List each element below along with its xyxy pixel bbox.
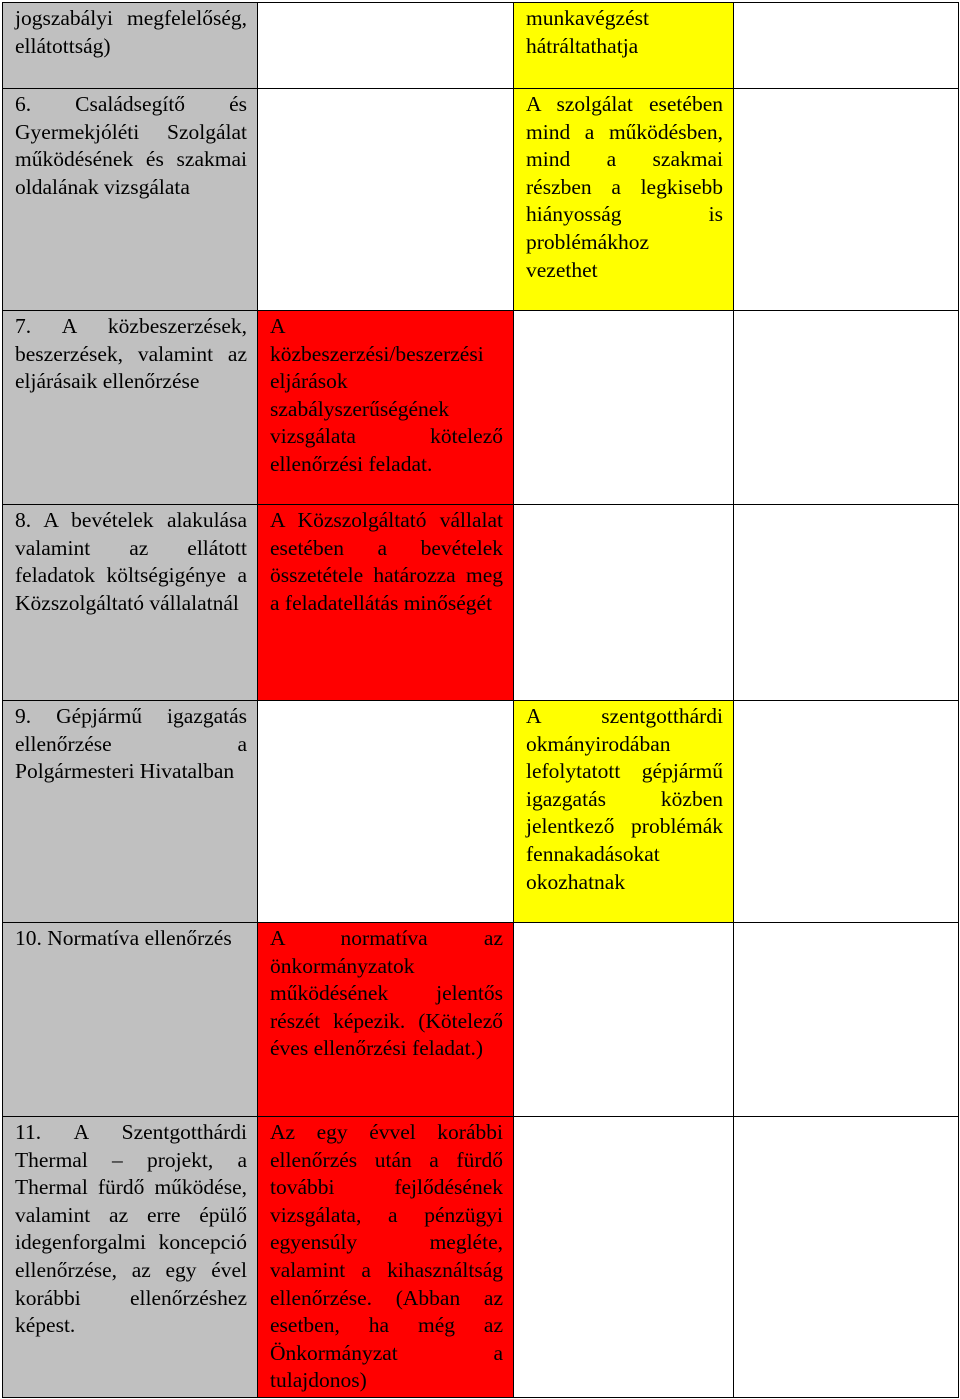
medium-risk-text: A szolgálat esetében mind a működésben, mind a szakmai részben a legkisebb hiányosság is problémákhoz vezethet — [526, 92, 723, 282]
medium-risk-text: munkavégzést hátráltathatja — [526, 6, 649, 58]
high-risk-text: A Közszolgáltató vállalat esetében a bevételek összetétele határozza meg a feladatellátás minőségét — [270, 508, 503, 615]
medium-risk-cell — [514, 311, 734, 505]
topic-cell — [3, 311, 258, 505]
table-row — [3, 505, 959, 701]
topic-cell — [3, 923, 258, 1117]
high-risk-cell — [258, 701, 514, 923]
medium-risk-cell — [514, 701, 734, 923]
table-row — [3, 89, 959, 311]
topic-text: 8. A bevételek alakulása valamint az ellátott feladatok költségigénye a Közszolgáltató vállalatnál — [15, 508, 247, 615]
low-risk-cell — [734, 701, 959, 923]
topic-text: 11. A Szentgotthárdi Thermal – projekt, a Thermal fürdő működése, valamint az erre épülő idegenforgalmi koncepció ellenőrzése, az egy ével korábbi ellenőrzéshez képest. — [15, 1120, 247, 1338]
high-risk-cell — [258, 923, 514, 1117]
low-risk-cell — [734, 311, 959, 505]
low-risk-cell — [734, 3, 959, 89]
topic-text: 6. Családsegítő és Gyermekjóléti Szolgálat működésének és szakmai oldalának vizsgálata — [15, 92, 247, 199]
high-risk-cell — [258, 505, 514, 701]
low-risk-cell — [734, 923, 959, 1117]
topic-cell — [3, 701, 258, 923]
low-risk-cell — [734, 505, 959, 701]
high-risk-text: Az egy évvel korábbi ellenőrzés után a fürdő további fejlődésének vizsgálata, a pénzügyi egyensúly megléte, valamint a kihasználtság ellenőrzése. (Abban az esetben, ha még az Önkormányzat a tulajdonos) — [270, 1120, 503, 1393]
medium-risk-cell — [514, 923, 734, 1117]
medium-risk-cell — [514, 89, 734, 311]
high-risk-cell — [258, 1117, 514, 1398]
table-row — [3, 1117, 959, 1398]
topic-cell — [3, 1117, 258, 1398]
audit-risk-table — [2, 2, 959, 1398]
topic-cell — [3, 3, 258, 89]
low-risk-cell — [734, 1117, 959, 1398]
high-risk-text: A közbeszerzési/beszerzési eljárások szabályszerűségének vizsgálata kötelező ellenőrzési feladat. — [270, 314, 503, 476]
high-risk-cell — [258, 3, 514, 89]
topic-cell — [3, 89, 258, 311]
topic-text: 7. A közbeszerzések, beszerzések, valamint az eljárásaik ellenőrzése — [15, 314, 247, 394]
medium-risk-cell — [514, 1117, 734, 1398]
table-row — [3, 701, 959, 923]
low-risk-cell — [734, 89, 959, 311]
table-row — [3, 3, 959, 89]
high-risk-cell — [258, 89, 514, 311]
topic-text: 10. Normatíva ellenőrzés — [15, 926, 232, 950]
high-risk-text: A normatíva az önkormányzatok működésének jelentős részét képezik. (Kötelező éves ellenőrzési feladat.) — [270, 926, 503, 1061]
table-row — [3, 923, 959, 1117]
table-row — [3, 311, 959, 505]
medium-risk-cell — [514, 3, 734, 89]
high-risk-cell — [258, 311, 514, 505]
topic-text: jogszabályi megfelelőség, ellátottság) — [15, 6, 247, 58]
medium-risk-text: A szentgotthárdi okmányirodában lefolytatott gépjármű igazgatás közben jelentkező problémák fennakadásokat okozhatnak — [526, 704, 723, 894]
medium-risk-cell — [514, 505, 734, 701]
topic-text: 9. Gépjármű igazgatás ellenőrzése a Polgármesteri Hivatalban — [15, 704, 247, 784]
topic-cell — [3, 505, 258, 701]
